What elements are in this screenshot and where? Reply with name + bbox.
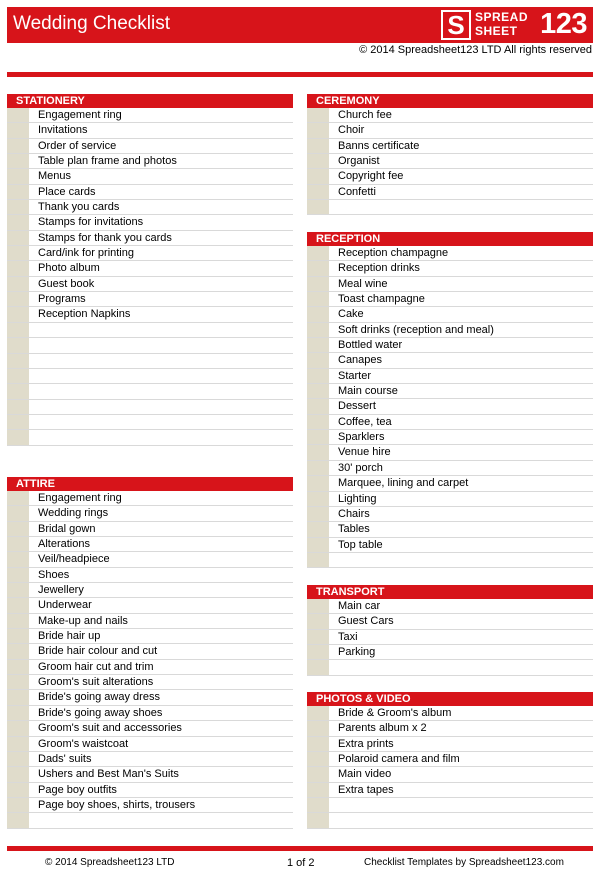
checklist-item-label: Bride & Groom's album <box>338 707 452 719</box>
checklist-item-label: Invitations <box>38 124 88 137</box>
checklist-row <box>7 154 293 169</box>
checklist-row <box>307 338 593 353</box>
checkbox-cell[interactable] <box>7 614 29 628</box>
checklist-row <box>7 598 293 613</box>
checklist-row <box>7 307 293 322</box>
checkbox-cell[interactable] <box>307 813 329 827</box>
checklist-item-label: Extra prints <box>338 737 394 750</box>
checklist-row <box>7 537 293 552</box>
checkbox-cell[interactable] <box>307 307 329 321</box>
checklist-item-label: Page boy shoes, shirts, trousers <box>38 798 196 811</box>
section-photos-video <box>307 692 593 829</box>
checkbox-cell[interactable] <box>7 783 29 797</box>
checklist-item-label: Choir <box>338 124 365 137</box>
checkbox-cell[interactable] <box>7 644 29 658</box>
checklist-item-label: Engagement ring <box>38 492 122 504</box>
checklist-item-label: Wedding rings <box>38 507 109 520</box>
checklist-item-label: Bridal gown <box>38 522 96 535</box>
checkbox-cell[interactable] <box>7 552 29 566</box>
checklist-row <box>7 231 293 246</box>
checkbox-cell[interactable] <box>7 522 29 536</box>
checklist-item-label: Stamps for thank you cards <box>38 231 172 244</box>
checklist-row <box>7 400 293 415</box>
checklist-row <box>7 123 293 138</box>
checklist-row <box>7 430 293 445</box>
checklist-row <box>307 783 593 798</box>
checklist-item-label: Chairs <box>338 507 370 520</box>
checklist-row <box>7 169 293 184</box>
checkbox-cell[interactable] <box>7 261 29 275</box>
checklist-item-label: Main video <box>338 768 392 781</box>
checklist-row <box>7 108 293 123</box>
checkbox-cell[interactable] <box>307 599 329 613</box>
checklist-item-label: Tables <box>338 523 370 536</box>
section-header: CEREMONY <box>307 94 593 108</box>
checkbox-cell[interactable] <box>307 200 329 214</box>
checklist-row <box>7 292 293 307</box>
checkbox-cell[interactable] <box>7 277 29 291</box>
checkbox-cell[interactable] <box>307 445 329 459</box>
checklist-row <box>307 767 593 782</box>
checklist-row <box>307 154 593 169</box>
checkbox-cell[interactable] <box>307 614 329 628</box>
checkbox-cell[interactable] <box>307 507 329 521</box>
checkbox-cell[interactable] <box>307 154 329 168</box>
checklist-row <box>307 522 593 537</box>
checkbox-cell[interactable] <box>7 139 29 153</box>
checkbox-cell[interactable] <box>7 338 29 352</box>
checklist-item-label: Reception Napkins <box>38 308 131 321</box>
checkbox-cell[interactable] <box>7 400 29 414</box>
checklist-item-label: Groom hair cut and trim <box>38 660 154 673</box>
checklist-item-label: Menus <box>38 170 72 183</box>
bottom-divider <box>7 846 593 851</box>
checklist-item-label: Underwear <box>38 599 92 612</box>
section-stationery <box>7 94 293 446</box>
copyright-notice: © 2014 Spreadsheet123 LTD All rights reserved <box>359 44 592 56</box>
checkbox-cell[interactable] <box>7 598 29 612</box>
checklist-item-label: Taxi <box>338 630 358 643</box>
checklist-row <box>7 629 293 644</box>
checkbox-cell[interactable] <box>307 338 329 352</box>
checkbox-cell[interactable] <box>7 583 29 597</box>
checkbox-cell[interactable] <box>7 737 29 751</box>
checkbox-cell[interactable] <box>7 798 29 812</box>
page-title: Wedding Checklist <box>13 13 171 34</box>
checklist-row <box>307 353 593 368</box>
checkbox-cell[interactable] <box>307 492 329 506</box>
checklist-row <box>7 614 293 629</box>
checklist-row <box>7 552 293 567</box>
section-header: STATIONERY <box>7 94 293 108</box>
checklist-item-label: 30' porch <box>338 461 383 474</box>
checklist-item-label: Jewellery <box>38 584 84 597</box>
checklist-item-label: Starter <box>338 369 372 382</box>
checklist-row <box>307 200 593 215</box>
checklist-item-label: Make-up and nails <box>38 614 128 627</box>
checkbox-cell[interactable] <box>7 384 29 398</box>
checklist-row <box>7 491 293 506</box>
checklist-item-label: Groom's suit alterations <box>38 676 154 689</box>
checklist-row <box>7 706 293 721</box>
checklist-row <box>307 123 593 138</box>
checkbox-cell[interactable] <box>7 415 29 429</box>
checkbox-cell[interactable] <box>307 706 329 720</box>
checkbox-cell[interactable] <box>307 798 329 812</box>
checklist-item-label: Place cards <box>38 185 96 198</box>
checklist-row <box>7 200 293 215</box>
checklist-row <box>7 506 293 521</box>
checkbox-cell[interactable] <box>307 476 329 490</box>
checkbox-cell[interactable] <box>307 369 329 383</box>
checklist-row <box>307 538 593 553</box>
checkbox-cell[interactable] <box>307 139 329 153</box>
checklist-item-label: Top table <box>338 538 383 551</box>
checklist-item-label: Confetti <box>338 185 376 198</box>
checklist-item-label: Parents album x 2 <box>338 722 427 735</box>
checkbox-cell[interactable] <box>7 307 29 321</box>
checkbox-cell[interactable] <box>307 538 329 552</box>
checklist-row <box>7 246 293 261</box>
checkbox-cell[interactable] <box>7 185 29 199</box>
checklist-item-label: Dads' suits <box>38 752 92 765</box>
checklist-item-label: Marquee, lining and carpet <box>338 477 469 490</box>
checklist-item-label: Dessert <box>338 400 376 413</box>
checklist-item-label: Sparklers <box>338 431 385 444</box>
section-ceremony <box>307 94 593 215</box>
checklist-item-label: Bride's going away dress <box>38 691 160 704</box>
checkbox-cell[interactable] <box>307 553 329 567</box>
checkbox-cell[interactable] <box>307 399 329 413</box>
checklist-row <box>307 246 593 261</box>
checkbox-cell[interactable] <box>307 415 329 429</box>
checklist-item-label: Canapes <box>338 354 383 367</box>
checkbox-cell[interactable] <box>7 215 29 229</box>
checklist-item-label: Alterations <box>38 538 90 551</box>
checklist-item-label: Bride hair up <box>38 630 101 643</box>
checkbox-cell[interactable] <box>7 323 29 337</box>
checkbox-cell[interactable] <box>7 108 29 122</box>
checkbox-cell[interactable] <box>307 246 329 260</box>
checklist-row <box>7 369 293 384</box>
checkbox-cell[interactable] <box>307 660 329 674</box>
checkbox-cell[interactable] <box>7 292 29 306</box>
checkbox-cell[interactable] <box>7 706 29 720</box>
checklist-item-label: Table plan frame and photos <box>38 155 177 168</box>
checkbox-cell[interactable] <box>7 354 29 368</box>
checklist-item-label: Bride's going away shoes <box>38 706 163 719</box>
checklist-row <box>7 568 293 583</box>
section-header: PHOTOS & VIDEO <box>307 692 593 706</box>
checkbox-cell[interactable] <box>307 630 329 644</box>
checklist-row <box>7 261 293 276</box>
checkbox-cell[interactable] <box>307 261 329 275</box>
section-header: ATTIRE <box>7 477 293 491</box>
checklist-item-label: Order of service <box>38 139 117 152</box>
section-header: RECEPTION <box>307 232 593 246</box>
checkbox-cell[interactable] <box>307 522 329 536</box>
checklist-row <box>7 215 293 230</box>
checklist-item-label: Groom's suit and accessories <box>38 722 182 735</box>
checklist-row <box>307 108 593 123</box>
checklist-row <box>7 277 293 292</box>
section-transport <box>307 585 593 676</box>
checkbox-cell[interactable] <box>307 752 329 766</box>
checklist-row <box>7 798 293 813</box>
checklist-row <box>307 430 593 445</box>
checklist-row <box>307 292 593 307</box>
checkbox-cell[interactable] <box>7 660 29 674</box>
top-divider <box>7 72 593 77</box>
section-header: TRANSPORT <box>307 585 593 599</box>
checklist-item-label: Bottled water <box>338 339 403 352</box>
checklist-row <box>7 323 293 338</box>
checklist-row <box>307 706 593 721</box>
checkbox-cell[interactable] <box>307 323 329 337</box>
checklist-item-label: Engagement ring <box>38 109 122 121</box>
checkbox-cell[interactable] <box>7 154 29 168</box>
checklist-row <box>7 675 293 690</box>
section-attire <box>7 477 293 829</box>
checklist-row <box>7 644 293 659</box>
checklist-item-label: Reception drinks <box>338 262 420 275</box>
checkbox-cell[interactable] <box>7 430 29 444</box>
checklist-row <box>307 492 593 507</box>
checklist-item-label: Lighting <box>338 492 377 505</box>
checklist-row <box>7 522 293 537</box>
checklist-row <box>307 737 593 752</box>
checkbox-cell[interactable] <box>7 246 29 260</box>
checkbox-cell[interactable] <box>7 675 29 689</box>
logo-text-bottom: SHEET <box>475 24 518 38</box>
checklist-row <box>7 139 293 154</box>
checklist-item-label: Thank you cards <box>38 201 120 214</box>
checklist-row <box>307 614 593 629</box>
checklist-row <box>7 583 293 598</box>
checkbox-cell[interactable] <box>307 169 329 183</box>
checklist-row <box>307 813 593 828</box>
header-bar <box>7 7 593 43</box>
checkbox-cell[interactable] <box>307 783 329 797</box>
checklist-row <box>307 553 593 568</box>
checklist-item-label: Soft drinks (reception and meal) <box>338 323 494 336</box>
checklist-item-label: Main course <box>338 385 398 398</box>
checklist-row <box>7 185 293 200</box>
checklist-row <box>307 798 593 813</box>
checklist-item-label: Groom's waistcoat <box>38 737 129 750</box>
checkbox-cell[interactable] <box>307 645 329 659</box>
checklist-row <box>307 384 593 399</box>
checklist-row <box>7 783 293 798</box>
checklist-row <box>307 399 593 414</box>
checklist-item-label: Meal wine <box>338 277 388 290</box>
checklist-item-label: Shoes <box>38 568 70 581</box>
checklist-row <box>307 169 593 184</box>
checkbox-cell[interactable] <box>7 169 29 183</box>
checklist-item-label: Toast champagne <box>338 293 425 306</box>
checklist-row <box>307 369 593 384</box>
checkbox-cell[interactable] <box>307 737 329 751</box>
checkbox-cell[interactable] <box>307 384 329 398</box>
checkbox-cell[interactable] <box>7 813 29 827</box>
checkbox-cell[interactable] <box>7 506 29 520</box>
checklist-item-label: Programs <box>38 293 86 306</box>
checklist-item-label: Bride hair colour and cut <box>38 645 158 658</box>
section-reception <box>307 232 593 568</box>
checklist-row <box>7 767 293 782</box>
checkbox-cell[interactable] <box>7 690 29 704</box>
checklist-item-label: Card/ink for printing <box>38 247 134 260</box>
checklist-item-label: Veil/headpiece <box>38 553 110 566</box>
checkbox-cell[interactable] <box>307 185 329 199</box>
checklist-item-label: Reception champagne <box>338 247 449 259</box>
checklist-row <box>7 384 293 399</box>
checkbox-cell[interactable] <box>7 123 29 137</box>
checklist-row <box>7 354 293 369</box>
checkbox-cell[interactable] <box>307 721 329 735</box>
checklist-item-label: Photo album <box>38 262 100 275</box>
checklist-row <box>307 752 593 767</box>
checklist-row <box>307 630 593 645</box>
checklist-item-label: Cake <box>338 308 364 321</box>
checklist-item-label: Polaroid camera and film <box>338 753 460 766</box>
footer-templates-link: Checklist Templates by Spreadsheet123.com <box>364 857 564 868</box>
page-number: 1 of 2 <box>287 857 315 869</box>
checklist-row <box>307 721 593 736</box>
checkbox-cell[interactable] <box>7 752 29 766</box>
checklist-item-label: Coffee, tea <box>338 415 392 428</box>
checkbox-cell[interactable] <box>307 292 329 306</box>
checkbox-cell[interactable] <box>7 629 29 643</box>
checklist-row <box>7 737 293 752</box>
checkbox-cell[interactable] <box>7 767 29 781</box>
checklist-row <box>307 261 593 276</box>
checklist-row <box>7 660 293 675</box>
logo-s-mark: S <box>441 10 471 40</box>
checklist-row <box>7 690 293 705</box>
checkbox-cell[interactable] <box>307 123 329 137</box>
checkbox-cell[interactable] <box>307 277 329 291</box>
checklist-row <box>307 277 593 292</box>
checklist-row <box>307 461 593 476</box>
checklist-item-label: Page boy outfits <box>38 783 117 796</box>
checklist-row <box>7 415 293 430</box>
checklist-row <box>307 307 593 322</box>
checklist-row <box>7 752 293 767</box>
logo-text-top: SPREAD <box>475 10 529 24</box>
checkbox-cell[interactable] <box>7 231 29 245</box>
checklist-item-label: Main car <box>338 600 381 612</box>
checklist-item-label: Guest book <box>38 277 95 290</box>
checkbox-cell[interactable] <box>307 430 329 444</box>
checkbox-cell[interactable] <box>7 200 29 214</box>
checklist-row <box>7 721 293 736</box>
checkbox-cell[interactable] <box>307 767 329 781</box>
checklist-row <box>307 476 593 491</box>
checklist-row <box>307 660 593 675</box>
checklist-item-label: Copyright fee <box>338 170 404 183</box>
checklist-row <box>307 507 593 522</box>
checkbox-cell[interactable] <box>7 568 29 582</box>
checklist-item-label: Parking <box>338 646 376 659</box>
checklist-row <box>307 139 593 154</box>
checklist-item-label: Guest Cars <box>338 615 394 628</box>
checklist-row <box>307 323 593 338</box>
checklist-item-label: Venue hire <box>338 446 391 459</box>
logo-number: 123 <box>540 8 587 40</box>
checklist-item-label: Ushers and Best Man's Suits <box>38 768 179 781</box>
footer-copyright: © 2014 Spreadsheet123 LTD <box>45 857 175 868</box>
checkbox-cell[interactable] <box>7 537 29 551</box>
checklist-item-label: Extra tapes <box>338 783 394 796</box>
checkbox-cell[interactable] <box>307 108 329 122</box>
checklist-row <box>307 415 593 430</box>
checkbox-cell[interactable] <box>7 491 29 505</box>
checklist-row <box>307 599 593 614</box>
checklist-row <box>307 185 593 200</box>
checkbox-cell[interactable] <box>307 461 329 475</box>
spreadsheet123-logo <box>441 10 587 40</box>
checkbox-cell[interactable] <box>7 369 29 383</box>
checkbox-cell[interactable] <box>307 353 329 367</box>
checklist-item-label: Organist <box>338 155 380 168</box>
checklist-row <box>307 645 593 660</box>
checklist-row <box>7 338 293 353</box>
checklist-item-label: Banns certificate <box>338 139 420 152</box>
checklist-item-label: Stamps for invitations <box>38 216 144 229</box>
checkbox-cell[interactable] <box>7 721 29 735</box>
checklist-row <box>7 813 293 828</box>
checklist-item-label: Church fee <box>338 109 392 121</box>
checklist-row <box>307 445 593 460</box>
